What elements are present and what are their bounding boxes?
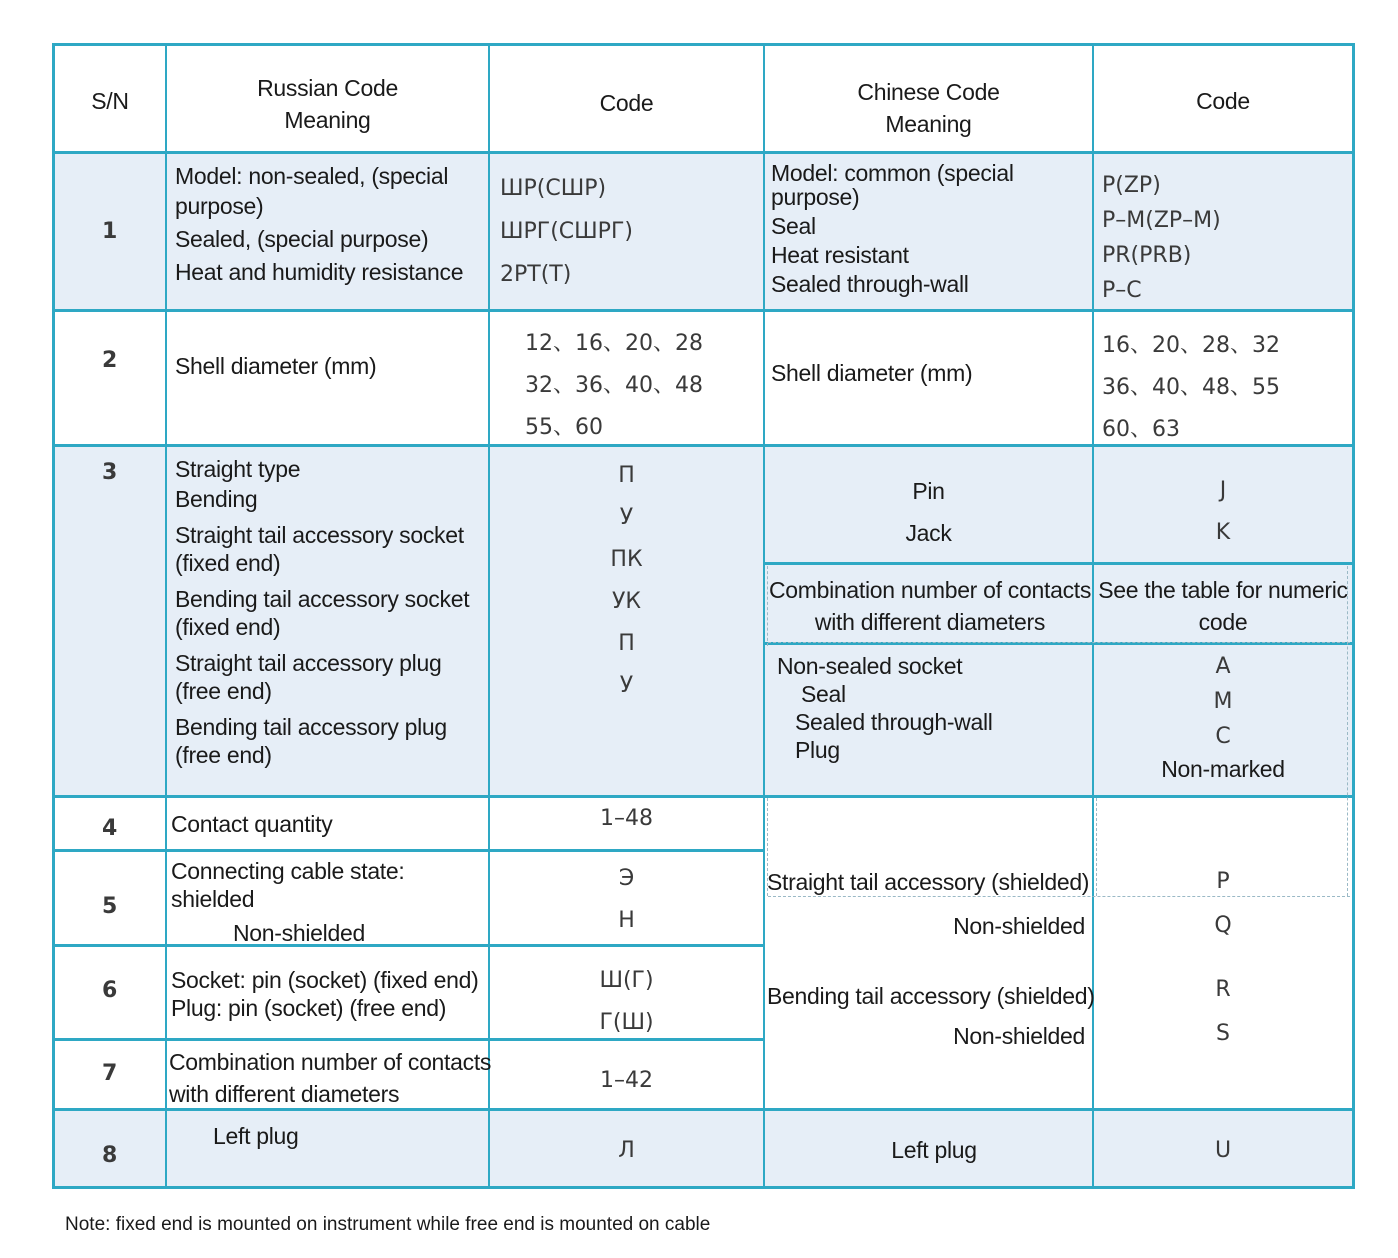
header-sn: S/N bbox=[91, 88, 129, 114]
row-divider bbox=[55, 795, 1352, 798]
ru-code-3 bbox=[490, 455, 763, 707]
ru-meaning-line: (fixed end) bbox=[175, 614, 281, 640]
cn-meaning-line: Heat resistant bbox=[771, 242, 909, 268]
ru-meaning-line: (free end) bbox=[175, 678, 272, 704]
cn-code-line: 36、40、48、55 bbox=[1102, 375, 1280, 400]
ru-code-line: ШР(СШР) bbox=[500, 176, 607, 201]
cn-code-2 bbox=[1102, 325, 1280, 451]
ru-code-line: 12、16、20、28 bbox=[525, 331, 703, 356]
cn-meaning-line: Non-sealed socket bbox=[777, 653, 963, 679]
ru-code-2 bbox=[525, 323, 703, 449]
ru-meaning-line: Straight tail accessory socket bbox=[175, 522, 464, 548]
header-code-russian: Code bbox=[599, 90, 654, 116]
ru-meaning-line: Plug: pin (socket) (free end) bbox=[171, 995, 447, 1021]
ru-code-8: Л bbox=[618, 1138, 635, 1163]
sn-1: 1 bbox=[102, 219, 118, 244]
ru-code-line: П bbox=[618, 631, 635, 656]
ru-code-line: Н bbox=[618, 908, 635, 933]
sn-7: 7 bbox=[102, 1061, 118, 1086]
ru-code-line: У bbox=[619, 673, 634, 698]
cn-meaning-line: Plug bbox=[795, 737, 840, 763]
cn-code-line: Non-marked bbox=[1161, 756, 1285, 782]
ru-code-line: 2РТ(Т) bbox=[500, 262, 572, 287]
cn-meaning-line: with different diameters bbox=[814, 609, 1046, 635]
cn-meaning-line: Jack bbox=[905, 520, 952, 546]
cn-code-8: U bbox=[1214, 1138, 1232, 1163]
cn-meaning-3c bbox=[777, 652, 993, 764]
sn-6: 6 bbox=[102, 978, 118, 1003]
cn-code-line: 16、20、28、32 bbox=[1102, 333, 1280, 358]
ru-meaning-line: with different diameters bbox=[169, 1081, 400, 1107]
ru-meaning-4: Contact quantity bbox=[171, 811, 333, 837]
ru-meaning-8: Left plug bbox=[213, 1123, 299, 1149]
ru-meaning-line: Socket: pin (socket) (fixed end) bbox=[171, 967, 479, 993]
cn-code-line: 60、63 bbox=[1102, 417, 1180, 442]
ru-meaning-line: Heat and humidity resistance bbox=[175, 259, 464, 285]
cn-meaning-8: Left plug bbox=[891, 1137, 977, 1163]
cn-meaning-line: Sealed through-wall bbox=[795, 709, 993, 735]
header-code-chinese: Code bbox=[1196, 88, 1250, 114]
cn-meaning-line: Seal bbox=[771, 213, 816, 239]
ru-meaning-line: purpose) bbox=[175, 193, 264, 219]
ru-meaning-line: Bending tail accessory plug bbox=[175, 714, 447, 740]
row-divider bbox=[55, 309, 1352, 312]
sn-4: 4 bbox=[102, 816, 118, 841]
ru-code-line: П bbox=[618, 463, 635, 488]
row-divider bbox=[55, 944, 765, 947]
cn-code-line: A bbox=[1215, 654, 1231, 679]
ru-meaning-5 bbox=[171, 857, 404, 947]
cn-meaning-line: Seal bbox=[801, 681, 846, 707]
ru-code-line: ПК bbox=[610, 547, 643, 572]
cn-meaning-line: Combination number of contacts bbox=[768, 577, 1092, 603]
cn-code-line: P–M(ZP–M) bbox=[1102, 208, 1221, 233]
cn-meaning-1 bbox=[771, 159, 1014, 299]
ru-meaning-6 bbox=[171, 966, 478, 1022]
ru-meaning-2: Shell diameter (mm) bbox=[175, 353, 377, 379]
ru-code-line: 32、36、40、48 bbox=[525, 373, 703, 398]
ru-meaning-line: Straight type bbox=[175, 456, 301, 482]
dashed-guide bbox=[768, 642, 1350, 643]
row-divider bbox=[55, 151, 1352, 154]
cn-code-line: S bbox=[1216, 1021, 1230, 1046]
ru-meaning-line: (fixed end) bbox=[175, 550, 281, 576]
ru-meaning-line: (free end) bbox=[175, 742, 272, 768]
ru-code-7: 1–42 bbox=[600, 1068, 653, 1093]
cn-meaning-3a bbox=[765, 470, 1092, 554]
ru-code-line: 55、60 bbox=[525, 415, 603, 440]
ru-meaning-line: Sealed, (special purpose) bbox=[175, 226, 429, 252]
cn-code-line: M bbox=[1213, 689, 1233, 714]
cn-code-line: J bbox=[1219, 478, 1227, 503]
row-divider bbox=[763, 562, 1352, 565]
ru-meaning-line: Bending tail accessory socket bbox=[175, 586, 470, 612]
ru-meaning-line: Model: non-sealed, (special bbox=[175, 163, 449, 189]
cn-code-line: P bbox=[1216, 869, 1230, 894]
cn-merged-meaning-3: Bending tail accessory (shielded) bbox=[767, 983, 1095, 1009]
col-divider bbox=[165, 46, 167, 1186]
cn-meaning-line: Sealed through-wall bbox=[771, 271, 969, 297]
ru-code-4: 1–48 bbox=[600, 806, 653, 831]
cn-code-line: P–C bbox=[1102, 278, 1142, 303]
cn-code-3a bbox=[1094, 470, 1352, 554]
ru-code-1 bbox=[500, 167, 633, 296]
header-russian-meaning: Russian Code Meaning bbox=[257, 75, 398, 133]
ru-code-line: У bbox=[619, 505, 634, 530]
row-divider bbox=[55, 849, 765, 852]
cn-code-line: K bbox=[1215, 520, 1231, 545]
cn-code-line: P(ZP) bbox=[1102, 173, 1161, 198]
cn-code-line: Q bbox=[1214, 913, 1232, 938]
ru-meaning-1 bbox=[175, 161, 463, 287]
cn-code-3b bbox=[1094, 574, 1352, 638]
cn-code-line: code bbox=[1198, 609, 1248, 635]
cn-merged-meaning-4: Non-shielded bbox=[953, 1023, 1085, 1049]
cn-meaning-2: Shell diameter (mm) bbox=[771, 360, 973, 386]
ru-meaning-line: Combination number of contacts bbox=[169, 1049, 492, 1075]
footnote: Note: fixed end is mounted on instrument while free end is mounted on cable bbox=[65, 1214, 711, 1235]
ru-meaning-3 bbox=[175, 455, 469, 769]
sn-2: 2 bbox=[102, 348, 118, 373]
header-chinese-meaning: Chinese Code Meaning bbox=[857, 79, 1000, 137]
cn-meaning-3b bbox=[765, 574, 1095, 638]
cn-merged-meaning-2: Non-shielded bbox=[953, 913, 1085, 939]
cn-meaning-line: purpose) bbox=[771, 184, 860, 210]
ru-meaning-7 bbox=[169, 1046, 491, 1110]
cn-code-line: C bbox=[1215, 724, 1231, 749]
sn-5: 5 bbox=[102, 894, 118, 919]
ru-code-line: ШРГ(СШРГ) bbox=[500, 219, 633, 244]
ru-meaning-line: Non-shielded bbox=[233, 920, 365, 946]
cn-merged-meaning-1: Straight tail accessory (shielded) bbox=[767, 869, 1090, 895]
cn-merged-code bbox=[1094, 860, 1352, 1056]
sn-8: 8 bbox=[102, 1143, 118, 1168]
ru-code-line: УК bbox=[611, 589, 642, 614]
ru-meaning-line: Bending bbox=[175, 486, 258, 512]
cn-code-3c bbox=[1094, 649, 1352, 784]
ru-code-line: Ш(Г) bbox=[599, 968, 654, 993]
cn-code-1 bbox=[1102, 168, 1221, 308]
ru-code-line: Э bbox=[618, 866, 635, 891]
cn-code-line: See the table for numeric bbox=[1098, 577, 1348, 603]
cn-meaning-line: Pin bbox=[912, 478, 945, 504]
ru-code-5 bbox=[490, 858, 763, 942]
ru-meaning-line: Connecting cable state: bbox=[171, 858, 405, 884]
sn-3: 3 bbox=[102, 460, 118, 485]
ru-code-6 bbox=[490, 960, 763, 1044]
ru-meaning-line: shielded bbox=[171, 886, 255, 912]
cn-code-line: R bbox=[1215, 977, 1231, 1002]
ru-code-line: Г(Ш) bbox=[599, 1010, 654, 1035]
cn-meaning-line: Model: common (special bbox=[771, 160, 1014, 186]
cn-code-line: PR(PRB) bbox=[1102, 243, 1192, 268]
connector-code-table bbox=[52, 43, 1355, 1189]
ru-meaning-line: Straight tail accessory plug bbox=[175, 650, 442, 676]
